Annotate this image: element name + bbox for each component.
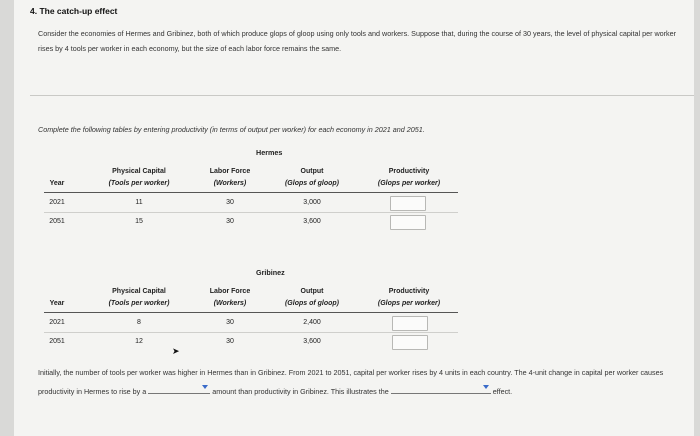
table-row-labor: 30: [226, 319, 234, 326]
table-row-capital: 15: [135, 218, 143, 225]
productivity-header: Productivity (Glops per worker): [377, 168, 441, 187]
labor-header: Labor Force (Workers): [209, 288, 251, 307]
question-panel: [14, 0, 694, 436]
table-row-output: 3,600: [303, 338, 321, 345]
output-header: Output (Glops of gloop): [284, 288, 340, 307]
table-row-year: 2051: [49, 338, 65, 345]
dropdown-caret-icon: [483, 385, 489, 389]
effect-dropdown[interactable]: [391, 384, 491, 394]
gribinez-table: [44, 268, 458, 358]
table-row-output: 3,000: [303, 199, 321, 206]
rise-amount-dropdown[interactable]: [148, 384, 210, 394]
table-title: Hermes: [256, 148, 283, 157]
table-row-year: 2051: [49, 218, 65, 225]
question-title: 4. The catch-up effect: [30, 6, 118, 16]
capital-header: Physical Capital (Tools per worker): [108, 288, 170, 307]
productivity-input[interactable]: [392, 316, 428, 331]
year-header: Year: [49, 180, 65, 187]
header-rule: [44, 312, 458, 313]
table-row-labor: 30: [226, 199, 234, 206]
table-title: Gribinez: [256, 268, 285, 277]
header-rule: [44, 192, 458, 193]
table-row-output: 3,600: [303, 218, 321, 225]
year-header: Year: [49, 300, 65, 307]
labor-header: Labor Force (Workers): [209, 168, 251, 187]
productivity-input[interactable]: [390, 196, 426, 211]
instruction-text: Complete the following tables by entering productivity (in terms of output per worker) for each economy in 2021 and 2051.: [38, 125, 425, 134]
table-row-capital: 8: [137, 319, 141, 326]
table-row-capital: 12: [135, 338, 143, 345]
paragraph-text: Initially, the number of tools per worker was higher in Hermes than in Gribinez. From 2021 to 2051, capital per worker rises by 4 units in each country. The 4-unit change in capital per worker causes productivity in Hermes to rise by a: [38, 368, 664, 396]
output-header: Output (Glops of gloop): [284, 168, 340, 187]
divider: [30, 95, 694, 96]
productivity-header: Productivity (Glops per worker): [377, 288, 441, 307]
paragraph-text: effect.: [492, 387, 513, 396]
paragraph-text: amount than productivity in Gribinez. This illustrates the: [212, 387, 389, 396]
table-row-labor: 30: [226, 338, 234, 345]
productivity-input[interactable]: [390, 215, 426, 230]
dropdown-caret-icon: [202, 385, 208, 389]
table-row-year: 2021: [49, 319, 65, 326]
table-row-output: 2,400: [303, 319, 321, 326]
hermes-table: [44, 148, 458, 238]
table-row-year: 2021: [49, 199, 65, 206]
capital-header: Physical Capital (Tools per worker): [108, 168, 170, 187]
productivity-input[interactable]: [392, 335, 428, 350]
table-row-capital: 11: [135, 199, 143, 206]
question-intro: Consider the economies of Hermes and Gribinez, both of which produce glops of gloop using only tools and workers. Suppose that, during the course of 30 years, the level of physical capital per worker rises by 4 tools per worker in each economy, but the size of each labor force remains the same.: [38, 29, 677, 53]
mouse-cursor-icon: ➤: [172, 346, 180, 356]
row-rule: [44, 212, 458, 213]
fill-in-paragraph: [38, 363, 698, 401]
row-rule: [44, 332, 458, 333]
table-row-labor: 30: [226, 218, 234, 225]
